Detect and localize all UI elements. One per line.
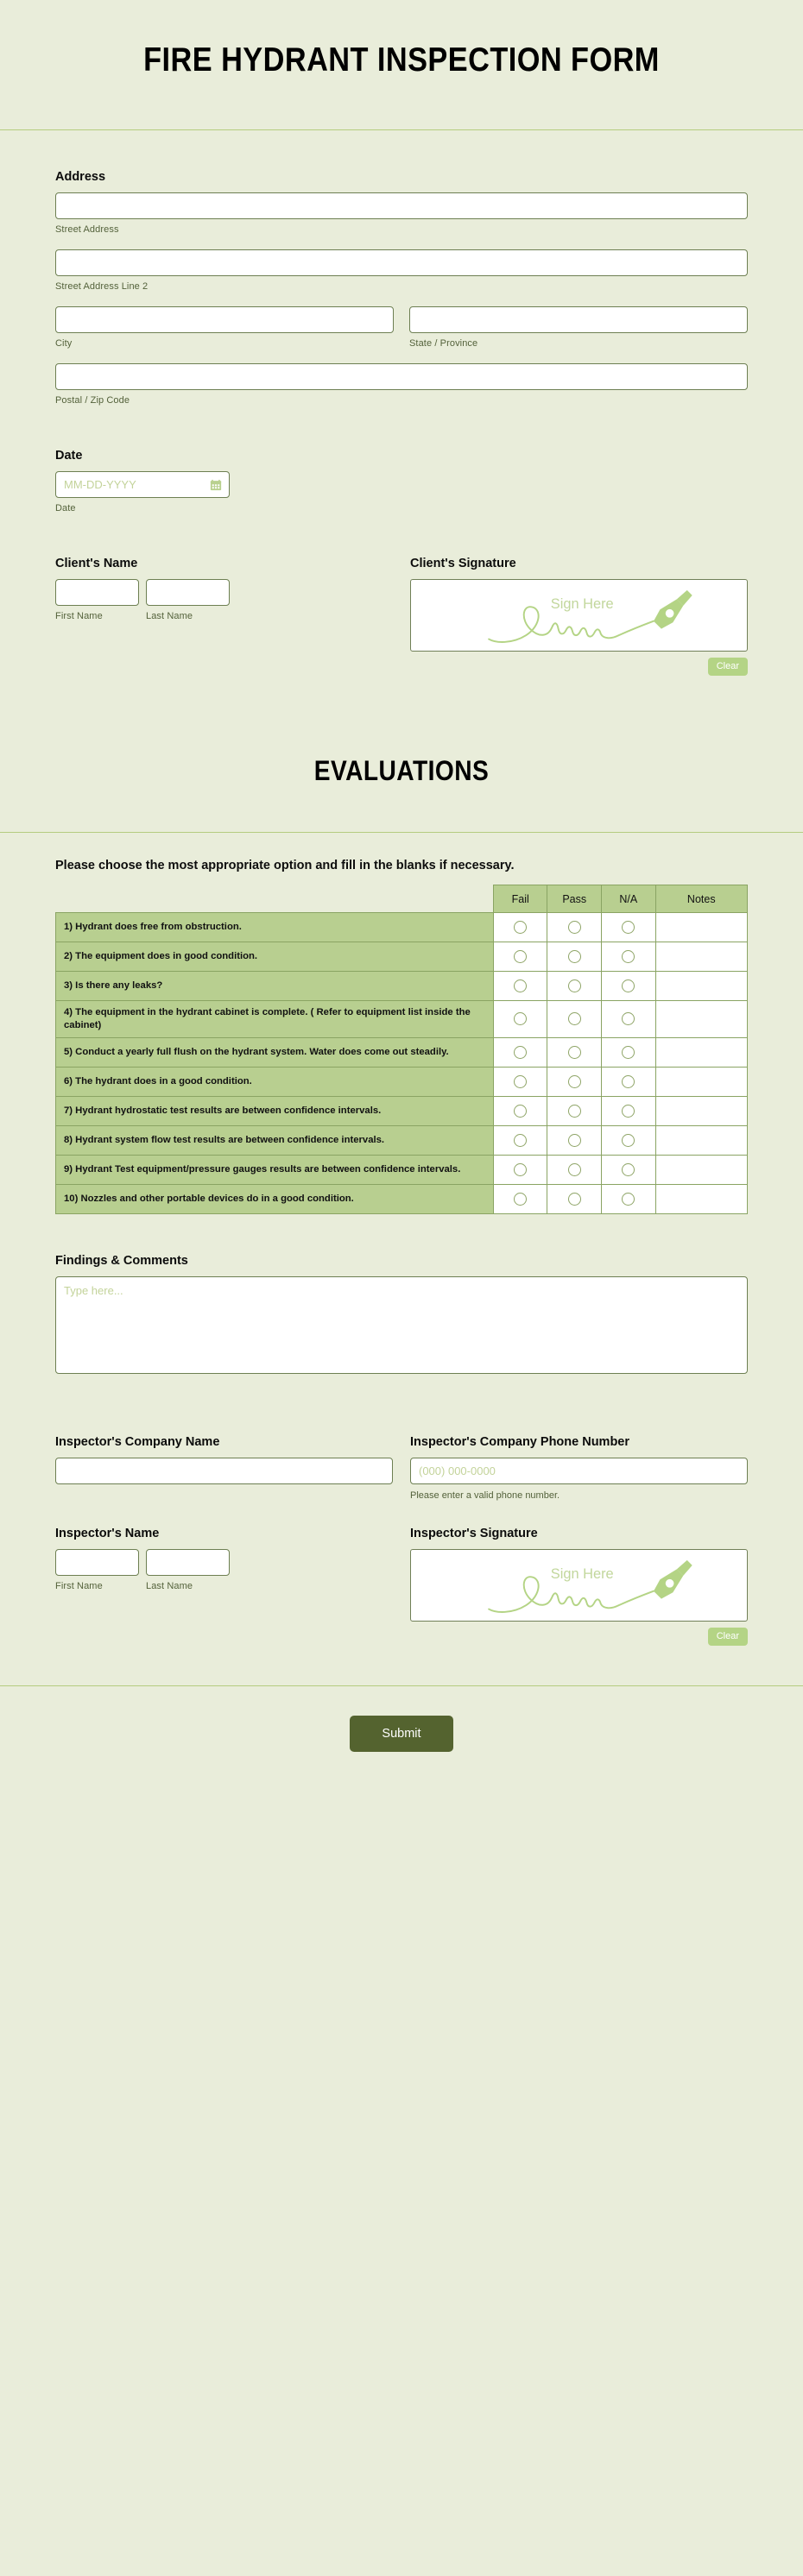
table-row bbox=[56, 1037, 748, 1067]
inspector-company-phone-group bbox=[410, 1435, 748, 1501]
evaluation-cell-pass[interactable] bbox=[547, 1037, 602, 1067]
evaluations-table bbox=[55, 885, 748, 1214]
pen-nib-icon bbox=[654, 590, 692, 629]
findings-textarea[interactable] bbox=[55, 1276, 748, 1374]
client-first-name-sublabel: First Name bbox=[55, 611, 103, 621]
evaluation-cell-na[interactable] bbox=[601, 1001, 655, 1038]
inspector-first-name-sublabel: First Name bbox=[55, 1580, 103, 1591]
evaluation-cell-pass[interactable] bbox=[547, 1001, 602, 1038]
state-province-input[interactable] bbox=[409, 306, 748, 333]
table-row bbox=[56, 1096, 748, 1125]
column-header-notes: Notes bbox=[655, 885, 748, 913]
table-row bbox=[56, 942, 748, 972]
radio-pass[interactable] bbox=[568, 1105, 581, 1118]
date-sublabel: Date bbox=[55, 503, 76, 513]
street-address-sublabel: Street Address bbox=[55, 224, 119, 235]
evaluation-notes-cell[interactable] bbox=[655, 1096, 748, 1125]
radio-fail[interactable] bbox=[514, 1163, 527, 1176]
evaluation-cell-pass[interactable] bbox=[547, 972, 602, 1001]
inspector-company-phone-label: Inspector's Company Phone Number bbox=[410, 1434, 630, 1449]
radio-fail[interactable] bbox=[514, 979, 527, 992]
table-row bbox=[56, 1184, 748, 1213]
evaluation-question: 9) Hydrant Test equipment/pressure gauges results are between confidence intervals. bbox=[56, 1155, 494, 1184]
evaluation-cell-fail[interactable] bbox=[493, 1096, 547, 1125]
evaluation-notes-cell[interactable] bbox=[655, 1184, 748, 1213]
form-footer bbox=[0, 1685, 803, 1792]
address-group bbox=[55, 170, 748, 406]
radio-na[interactable] bbox=[622, 1134, 635, 1147]
form-header bbox=[0, 0, 803, 130]
evaluations-title: EVALUATIONS bbox=[313, 755, 490, 786]
evaluation-question: 2) The equipment does in good condition. bbox=[56, 942, 494, 972]
evaluations-instruction: Please choose the most appropriate option and fill in the blanks if necessary. bbox=[55, 859, 515, 872]
radio-pass[interactable] bbox=[568, 1075, 581, 1088]
radio-na[interactable] bbox=[622, 1046, 635, 1059]
evaluation-cell-na[interactable] bbox=[601, 1037, 655, 1067]
evaluation-cell-pass[interactable] bbox=[547, 1096, 602, 1125]
client-signature-label: Client's Signature bbox=[410, 557, 516, 570]
findings-group bbox=[55, 1254, 748, 1378]
radio-fail[interactable] bbox=[514, 950, 527, 963]
inspector-signature-pad[interactable] bbox=[410, 1549, 748, 1622]
evaluation-notes-cell[interactable] bbox=[655, 913, 748, 942]
radio-na[interactable] bbox=[622, 921, 635, 934]
evaluation-cell-na[interactable] bbox=[601, 1184, 655, 1213]
pen-nib-icon bbox=[654, 1560, 692, 1599]
radio-pass[interactable] bbox=[568, 950, 581, 963]
client-signature-clear-button[interactable]: Clear bbox=[708, 658, 748, 676]
inspector-signature-squiggle bbox=[489, 1577, 654, 1612]
radio-pass[interactable] bbox=[568, 921, 581, 934]
radio-fail[interactable] bbox=[514, 1134, 527, 1147]
evaluation-cell-fail[interactable] bbox=[493, 972, 547, 1001]
inspector-last-name-input[interactable] bbox=[146, 1549, 230, 1576]
evaluation-cell-na[interactable] bbox=[601, 1155, 655, 1184]
evaluation-cell-fail[interactable] bbox=[493, 1037, 547, 1067]
evaluations-header bbox=[0, 715, 803, 833]
radio-fail[interactable] bbox=[514, 1046, 527, 1059]
inspector-first-name-input[interactable] bbox=[55, 1549, 139, 1576]
radio-pass[interactable] bbox=[568, 1163, 581, 1176]
evaluation-question: 6) The hydrant does in a good condition. bbox=[56, 1067, 494, 1096]
radio-na[interactable] bbox=[622, 950, 635, 963]
radio-na[interactable] bbox=[622, 1012, 635, 1025]
table-row bbox=[56, 913, 748, 942]
radio-fail[interactable] bbox=[514, 1105, 527, 1118]
radio-na[interactable] bbox=[622, 979, 635, 992]
street-address-line2-sublabel: Street Address Line 2 bbox=[55, 281, 149, 292]
evaluation-question: 5) Conduct a yearly full flush on the hydrant system. Water does come out steadily. bbox=[56, 1037, 494, 1067]
evaluation-cell-fail[interactable] bbox=[493, 1067, 547, 1096]
evaluations-header-spacer bbox=[56, 885, 494, 913]
radio-fail[interactable] bbox=[514, 1012, 527, 1025]
inspector-name-group bbox=[55, 1527, 393, 1646]
evaluation-cell-pass[interactable] bbox=[547, 1155, 602, 1184]
evaluation-notes-cell[interactable] bbox=[655, 972, 748, 1001]
evaluation-cell-pass[interactable] bbox=[547, 942, 602, 972]
evaluation-cell-pass[interactable] bbox=[547, 1184, 602, 1213]
inspector-last-name-sublabel: Last Name bbox=[146, 1580, 193, 1591]
evaluation-cell-pass[interactable] bbox=[547, 1125, 602, 1155]
evaluations-header-row bbox=[56, 885, 748, 913]
inspector-signature-clear-button[interactable]: Clear bbox=[708, 1628, 748, 1646]
evaluation-question: 3) Is there any leaks? bbox=[56, 972, 494, 1001]
evaluation-cell-fail[interactable] bbox=[493, 1001, 547, 1038]
radio-pass[interactable] bbox=[568, 1046, 581, 1059]
radio-na[interactable] bbox=[622, 1163, 635, 1176]
table-row bbox=[56, 1155, 748, 1184]
submit-button[interactable]: Submit bbox=[350, 1716, 453, 1752]
table-row bbox=[56, 1001, 748, 1038]
evaluation-question: 8) Hydrant system flow test results are between confidence intervals. bbox=[56, 1125, 494, 1155]
inspector-company-name-label: Inspector's Company Name bbox=[55, 1434, 220, 1449]
client-name-label: Client's Name bbox=[55, 557, 138, 570]
evaluation-notes-cell[interactable] bbox=[655, 1155, 748, 1184]
client-signature-group bbox=[410, 557, 748, 676]
radio-fail[interactable] bbox=[514, 1075, 527, 1088]
evaluation-cell-pass[interactable] bbox=[547, 1067, 602, 1096]
inspector-company-name-input[interactable] bbox=[55, 1458, 393, 1484]
radio-na[interactable] bbox=[622, 1075, 635, 1088]
date-input[interactable] bbox=[55, 471, 230, 498]
evaluation-notes-cell[interactable] bbox=[655, 1125, 748, 1155]
postal-zip-input[interactable] bbox=[55, 363, 748, 390]
city-input[interactable] bbox=[55, 306, 394, 333]
evaluation-cell-fail[interactable] bbox=[493, 942, 547, 972]
postal-zip-sublabel: Postal / Zip Code bbox=[55, 395, 130, 406]
radio-na[interactable] bbox=[622, 1105, 635, 1118]
inspector-signature-group bbox=[410, 1527, 748, 1646]
evaluation-cell-fail[interactable] bbox=[493, 1184, 547, 1213]
evaluation-notes-cell[interactable] bbox=[655, 1001, 748, 1038]
evaluation-cell-fail[interactable] bbox=[493, 1125, 547, 1155]
date-group bbox=[55, 449, 748, 513]
evaluation-cell-na[interactable] bbox=[601, 1125, 655, 1155]
client-last-name-sublabel: Last Name bbox=[146, 611, 193, 621]
findings-label: Findings & Comments bbox=[55, 1253, 188, 1268]
column-header-pass: Pass bbox=[547, 885, 602, 913]
evaluation-question: 4) The equipment in the hydrant cabinet is complete. ( Refer to equipment list inside the cabinet) bbox=[56, 1001, 494, 1038]
inspector-company-name-group bbox=[55, 1435, 393, 1501]
evaluation-cell-fail[interactable] bbox=[493, 913, 547, 942]
client-name-group bbox=[55, 557, 393, 676]
evaluation-question: 1) Hydrant does free from obstruction. bbox=[56, 913, 494, 942]
client-signature-squiggle bbox=[489, 607, 654, 642]
radio-fail[interactable] bbox=[514, 1193, 527, 1206]
date-label: Date bbox=[55, 449, 83, 463]
phone-helper-text: Please enter a valid phone number. bbox=[410, 1490, 560, 1501]
evaluation-cell-na[interactable] bbox=[601, 1067, 655, 1096]
evaluation-question: 10) Nozzles and other portable devices do in a good condition. bbox=[56, 1184, 494, 1213]
page-title: FIRE HYDRANT INSPECTION FORM bbox=[143, 41, 660, 79]
evaluation-cell-na[interactable] bbox=[601, 942, 655, 972]
evaluation-notes-cell[interactable] bbox=[655, 1037, 748, 1067]
inspector-company-row bbox=[55, 1435, 748, 1501]
inspector-sign-here-text: Sign Here bbox=[550, 1565, 614, 1582]
table-row bbox=[56, 972, 748, 1001]
radio-pass[interactable] bbox=[568, 1134, 581, 1147]
client-first-name-input[interactable] bbox=[55, 579, 139, 606]
client-signature-pad[interactable] bbox=[410, 579, 748, 652]
table-row bbox=[56, 1125, 748, 1155]
evaluation-cell-na[interactable] bbox=[601, 1096, 655, 1125]
city-sublabel: City bbox=[55, 338, 73, 349]
evaluation-question: 7) Hydrant hydrostatic test results are between confidence intervals. bbox=[56, 1096, 494, 1125]
radio-pass[interactable] bbox=[568, 979, 581, 992]
inspector-signature-label: Inspector's Signature bbox=[410, 1526, 538, 1540]
evaluation-notes-cell[interactable] bbox=[655, 1067, 748, 1096]
evaluation-cell-na[interactable] bbox=[601, 913, 655, 942]
state-province-sublabel: State / Province bbox=[409, 338, 478, 349]
radio-pass[interactable] bbox=[568, 1193, 581, 1206]
inspector-company-phone-input[interactable] bbox=[410, 1458, 748, 1484]
evaluation-cell-na[interactable] bbox=[601, 972, 655, 1001]
inspector-name-label: Inspector's Name bbox=[55, 1526, 160, 1540]
address-label: Address bbox=[55, 170, 106, 184]
street-address-line2-input[interactable] bbox=[55, 249, 748, 276]
client-row bbox=[55, 557, 748, 676]
column-header-na: N/A bbox=[601, 885, 655, 913]
radio-fail[interactable] bbox=[514, 921, 527, 934]
table-row bbox=[56, 1067, 748, 1096]
evaluation-cell-fail[interactable] bbox=[493, 1155, 547, 1184]
radio-na[interactable] bbox=[622, 1193, 635, 1206]
evaluation-notes-cell[interactable] bbox=[655, 942, 748, 972]
client-sign-here-text: Sign Here bbox=[550, 595, 614, 612]
inspector-row bbox=[55, 1527, 748, 1646]
column-header-fail: Fail bbox=[493, 885, 547, 913]
radio-pass[interactable] bbox=[568, 1012, 581, 1025]
client-last-name-input[interactable] bbox=[146, 579, 230, 606]
evaluation-cell-pass[interactable] bbox=[547, 913, 602, 942]
street-address-input[interactable] bbox=[55, 192, 748, 219]
